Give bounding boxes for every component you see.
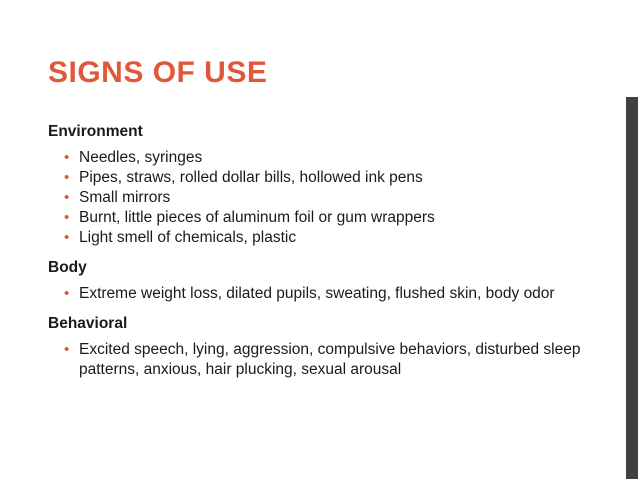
list-item-text: Light smell of chemicals, plastic bbox=[79, 229, 297, 246]
list-item-text: Small mirrors bbox=[79, 189, 171, 206]
list-item-text: Extreme weight loss, dilated pupils, sweating, flushed skin, body odor bbox=[79, 285, 555, 302]
right-edge-bar bbox=[626, 97, 638, 479]
bullet-icon: • bbox=[64, 209, 70, 226]
section-heading: Body bbox=[48, 259, 87, 276]
section-heading: Environment bbox=[48, 123, 143, 140]
section-body bbox=[48, 258, 588, 304]
bullet-icon: • bbox=[64, 229, 70, 246]
bullet-list bbox=[48, 148, 588, 248]
list-item-text: Burnt, little pieces of aluminum foil or gum wrappers bbox=[79, 209, 435, 226]
slide-content bbox=[48, 122, 588, 380]
list-item bbox=[64, 148, 588, 168]
bullet-list bbox=[48, 284, 588, 304]
list-item-text: Pipes, straws, rolled dollar bills, hollowed ink pens bbox=[79, 169, 423, 186]
list-item-text: Needles, syringes bbox=[79, 149, 203, 166]
list-item bbox=[64, 168, 588, 188]
bullet-icon: • bbox=[64, 149, 70, 166]
slide-title: SIGNS OF USE bbox=[48, 56, 268, 89]
list-item bbox=[64, 188, 588, 208]
bullet-list bbox=[48, 340, 588, 380]
bullet-icon: • bbox=[64, 189, 70, 206]
list-item-text: Excited speech, lying, aggression, compulsive behaviors, disturbed sleep patterns, anxious, hair plucking, sexual arousal bbox=[79, 341, 581, 378]
list-item bbox=[64, 228, 588, 248]
section-environment bbox=[48, 122, 588, 248]
list-item bbox=[64, 340, 588, 380]
section-heading: Behavioral bbox=[48, 315, 128, 332]
list-item bbox=[64, 208, 588, 228]
list-item bbox=[64, 284, 588, 304]
bullet-icon: • bbox=[64, 285, 70, 302]
bullet-icon: • bbox=[64, 341, 70, 358]
right-edge-top bbox=[626, 0, 638, 97]
bullet-icon: • bbox=[64, 169, 70, 186]
section-behavioral bbox=[48, 314, 588, 380]
